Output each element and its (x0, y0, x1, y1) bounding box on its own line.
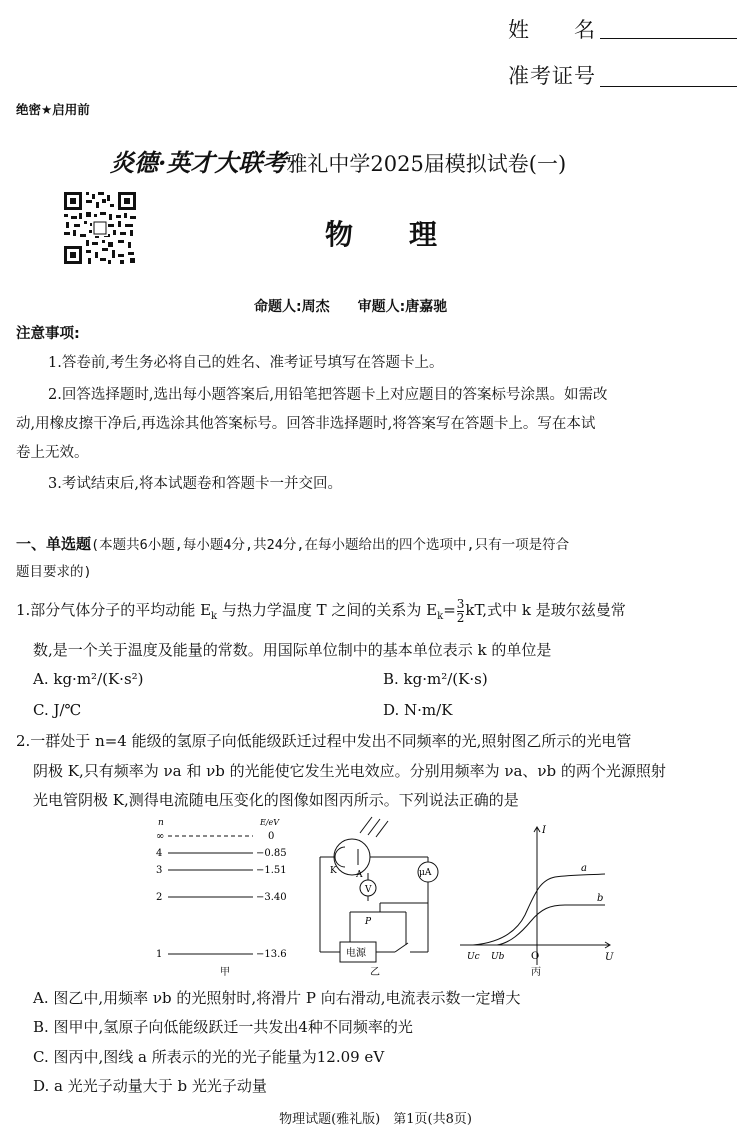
figure-jia-energy-levels (150, 815, 300, 980)
q1-stem-line-1 (16, 594, 626, 633)
jia-level-4-n: 4 (156, 848, 163, 859)
q1-option-a[interactable]: A. kg·m²/(K·s²) (33, 670, 144, 688)
bing-label-b: b (597, 893, 604, 904)
q1-equals: = (443, 601, 456, 619)
q2-stem-line-3: 光电管阴极 K,测得电流随电压变化的图像如图丙所示。下列说法正确的是 (33, 791, 519, 809)
section-1-header (16, 530, 569, 560)
bing-curve-a (473, 874, 605, 945)
jia-level-3-e: −1.51 (256, 865, 287, 876)
q2-stem-line-2: 阴极 K,只有频率为 νa 和 νb 的光能使它发生光电效应。分别用频率为 νa、νb 的两个光源照射 (33, 762, 666, 780)
q1-text-f: kT,式中 k 是玻尔兹曼常 (465, 601, 626, 619)
section-1-desc-2: 题目要求的) (16, 564, 92, 580)
yi-voltmeter: V (365, 885, 372, 895)
notice-item-2-line-2: 动,用橡皮擦干净后,再选涂其他答案标号。回答非选择题时,将答案写在答题卡上。写在本试 (16, 416, 596, 432)
yi-caption: 乙 (370, 967, 380, 978)
q1-text-c: 与热力学温度 T 之间的关系为 E (217, 601, 438, 619)
section-1-title: 一、单选题 (16, 535, 92, 553)
notice-item-2-line-3: 卷上无效。 (16, 445, 89, 461)
bing-uc-label: Uc (467, 952, 480, 962)
yi-power-source: 电源 (346, 948, 366, 959)
q1-frac-num: 3 (456, 596, 465, 611)
jia-caption: 甲 (220, 967, 230, 978)
yi-anode-a: A (356, 870, 363, 880)
jia-level-inf-n: ∞ (156, 831, 165, 842)
q2-option-d[interactable]: D. a 光光子动量大于 b 光光子动量 (33, 1077, 267, 1095)
exam-title (110, 143, 566, 178)
jia-level-1-n: 1 (156, 949, 163, 960)
bing-caption: 丙 (531, 967, 541, 978)
jia-n-axis-label: n (158, 818, 164, 828)
notice-item-3: 3.考试结束后,将本试题卷和答题卡一并交回。 (48, 476, 342, 492)
authors-line: 命题人:周杰 审题人:唐嘉驰 (254, 299, 448, 315)
name-field-line[interactable] (600, 16, 737, 39)
jia-level-inf-e: 0 (268, 831, 275, 842)
yi-cathode-k: K (330, 866, 337, 876)
q2-option-c[interactable]: C. 图丙中,图线 a 所表示的光的光子能量为12.09 eV (33, 1048, 385, 1066)
q2-option-a[interactable]: A. 图乙中,用频率 νb 的光照射时,将滑片 P 向右滑动,电流表示数一定增大 (33, 989, 521, 1007)
q1-frac-den: 2 (456, 610, 465, 625)
qr-code (62, 190, 138, 266)
jia-level-3-n: 3 (156, 865, 163, 876)
q2-stem-line-1: 2.一群处于 n=4 能级的氢原子向低能级跃迁过程中发出不同频率的光,照射图乙所示的光电管 (16, 732, 632, 750)
jia-level-1-e: −13.6 (256, 949, 287, 960)
notice-item-1: 1.答卷前,考生务必将自己的姓名、准考证号填写在答题卡上。 (48, 355, 444, 371)
exam-name: 雅礼中学2025届模拟试卷(一) (286, 152, 567, 176)
bing-label-a: a (581, 863, 587, 874)
jia-level-2-e: −3.40 (256, 892, 287, 903)
q1-stem-line-2: 数,是一个关于温度及能量的常数。用国际单位制中的基本单位表示 k 的单位是 (33, 641, 552, 659)
exam-id-field-line[interactable] (600, 64, 737, 87)
q1-text-a: 1.部分气体分子的平均动能 E (16, 601, 212, 619)
series-title: 炎德·英才大联考 (110, 148, 287, 177)
notice-item-2-line-1: 2.回答选择题时,选出每小题答案后,用铅笔把答题卡上对应题目的答案标号涂黑。如需改 (48, 387, 608, 403)
jia-level-2-n: 2 (156, 892, 163, 903)
section-1-desc: (本题共6小题,每小题4分,共24分,在每小题给出的四个选项中,只有一项是符合 (91, 537, 570, 553)
q1-option-b[interactable]: B. kg·m²/(K·s) (383, 670, 488, 688)
exam-id-label: 准考证号 (508, 64, 596, 88)
yi-microammeter: μA (419, 868, 432, 878)
q2-option-b[interactable]: B. 图甲中,氢原子向低能级跃迁一共发出4种不同频率的光 (33, 1018, 413, 1036)
q1-sub-k-2: k (437, 611, 444, 622)
jia-level-4-e: −0.85 (256, 848, 287, 859)
bing-origin: O (531, 951, 540, 962)
q1-fraction (457, 598, 465, 625)
q1-sub-k-1: k (211, 611, 218, 622)
figure-yi-circuit (310, 815, 445, 980)
name-label: 姓 名 (508, 18, 596, 42)
bing-curve-b (497, 905, 605, 945)
jia-e-axis-label: E/eV (260, 818, 280, 827)
secret-mark: 绝密★启用前 (16, 102, 90, 117)
subject-title: 物 理 (325, 218, 438, 251)
bing-axis-i: I (542, 825, 546, 836)
page-footer: 物理试题(雅礼版) 第1页(共8页) (279, 1112, 472, 1127)
figure-bing-iu-graph (455, 815, 620, 980)
q1-option-c[interactable]: C. J/℃ (33, 701, 82, 719)
notice-heading: 注意事项: (16, 326, 80, 342)
bing-ub-label: Ub (491, 952, 505, 962)
yi-slider-p: P (365, 917, 372, 927)
bing-axis-u: U (605, 952, 614, 963)
q1-option-d[interactable]: D. N·m/K (383, 701, 453, 719)
